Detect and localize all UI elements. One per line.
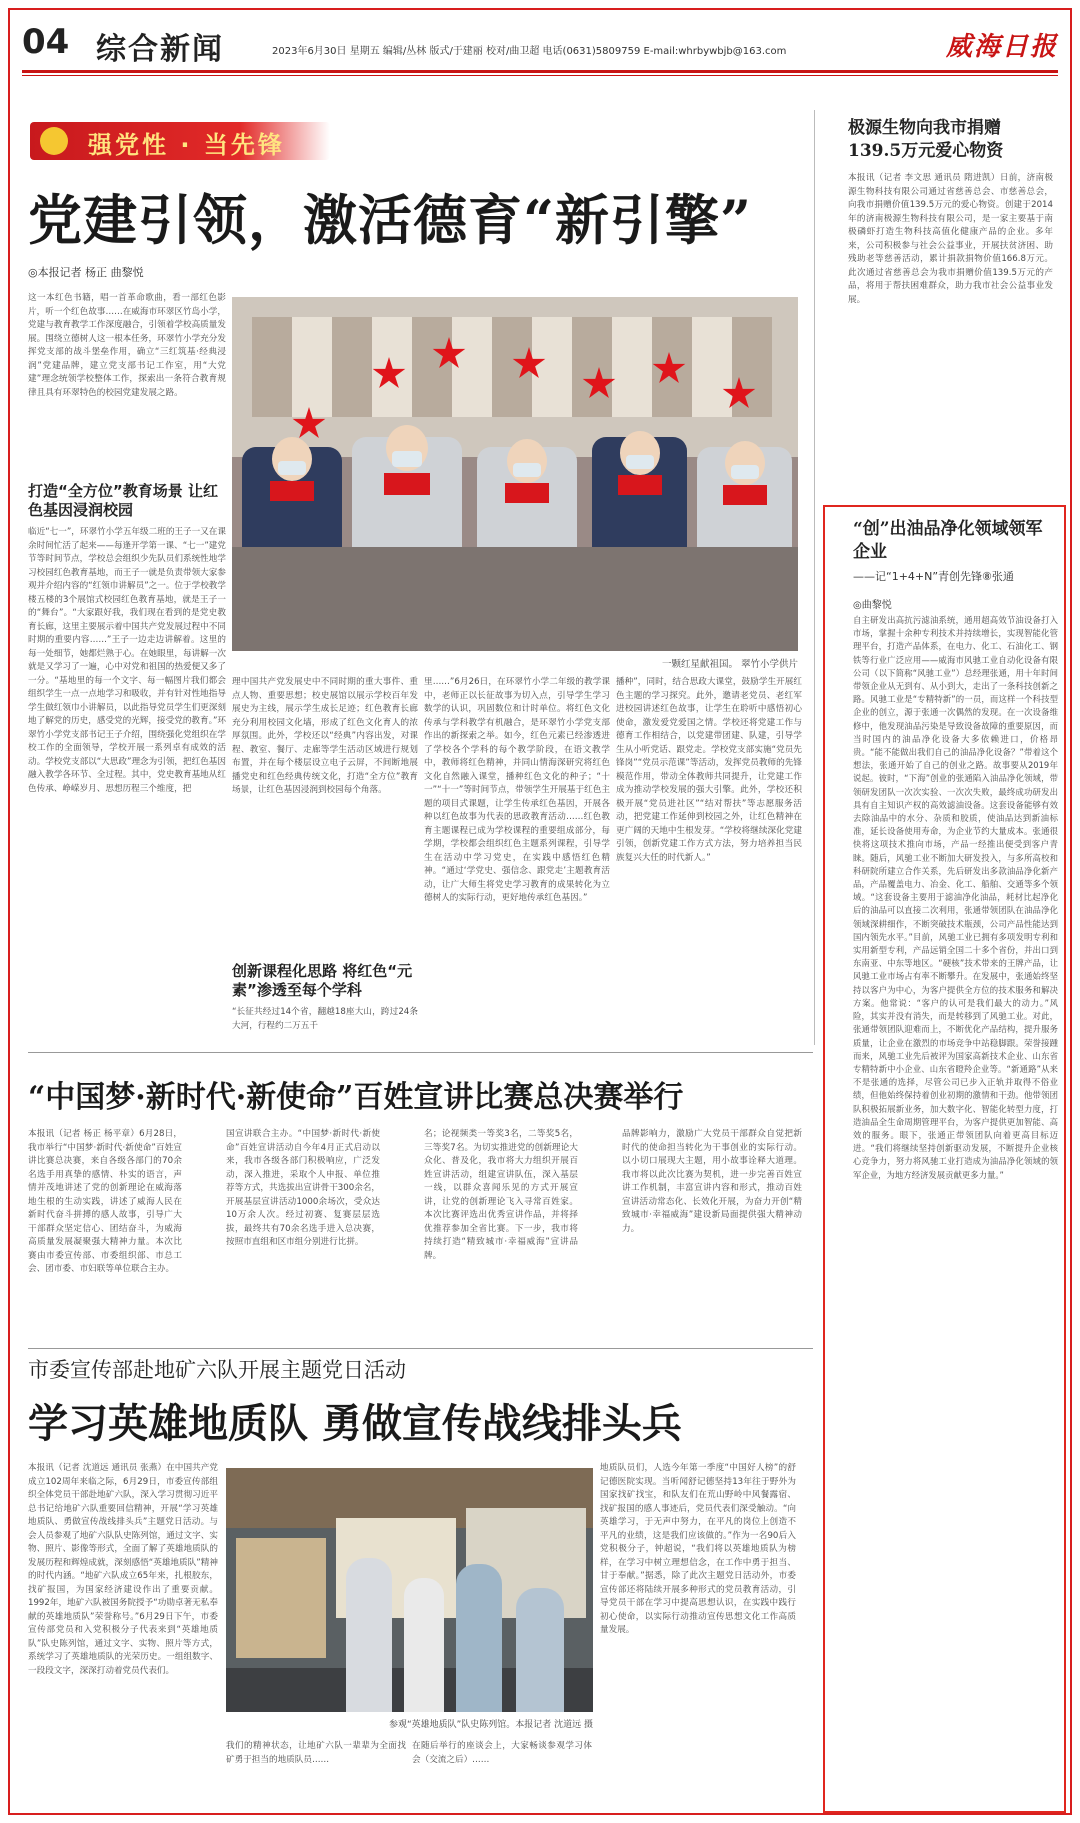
article-c-column-4: 地质队员们，人选今年第一季度“中国好人榜”的舒记德医院实现。当听闻舒记德坚持13年往于野外为国家找矿找宝，和队友们在荒山野岭中风餐露宿、找矿报国的感人事迹后，党员代表们深受触动。“向英雄学习，于无声中努力，在平凡的岗位上创造不平凡的业绩，这是我们应该做的。”作为一名90后入党积极分子，钟超说，“我们将以英雄地质队为榜样，在学习中树立理想信念，在工作中勇于担当、甘于奉献。”据悉，除了此次主题党日活动外，市委宣传部还将陆续开展多种形式的党员教育活动，引导党员干部在学习中提高思想认识，在实践中践行初心使命，以实际行动推动宣传思想文化工作高质量发展。 xyxy=(600,1463,796,1635)
article-a-photo-caption: 一颗红星献祖国。 翠竹小学供片 xyxy=(661,659,798,670)
section-divider-2 xyxy=(28,1348,813,1349)
article-a-column-3: 里……”6月26日，在环翠竹小学二年级的教学课中，老师正以长征故事为切入点，引导学生学习数学的认识，巩固数位和计时单位。将红色文化传承与学科教学有机融合，是环翠竹小学党支部作出的新探索之举。如今，红色元素已经渗透进了学校各个学科的每个教学阶段，在语文教学中，教师将红色精神，并同山情海深研究将红色文化自然融入课堂，播种红色文化的种子；“十一”“十一”等时间节点，带领学生开展基于红色主题的项目式课题，让学生传承红色基因，开展各种以红色故事为代表的思政教育活动……红色教育主题课程已成为学校课程的重要组成部分，每学期，学校都会组织红色主题系列课程，引导学生在活动中学习党史，在实践中感悟红色精神。“通过‘学党史、强信念、跟党走’主题教育活动，让广大师生将党史学习教育的成果转化为立德树人的实际行动，更好地传承红色基因。” xyxy=(424,677,610,903)
article-a-lead: 这一本红色书籍，唱一首革命歌曲，看一部红色影片，听一个红色故事……在威海市环翠区竹岛小学，党建与教育教学工作深度融合，引领着学校高质量发展。围绕立德树人这一根本任务，环翠竹小学充分发挥党支部的战斗堡垒作用，确立“三红筑基·经典浸润”党建品牌，建立党支部书记工作室，用“大党建”理念统领学校整体工作，探索出一条符合教育规律且具有环翠特色的校园党建发展之路。 xyxy=(28,293,226,398)
page-number: 04 xyxy=(22,22,70,62)
article-a-column-1: 临近“七一”，环翠竹小学五年级二班的王子一又在课余时间忙活了起来——每逢开学第一课、“七一”建党节等时间节点，学校总会组织少先队员们系统性地学习校园红色教育基地，而王子一就是负责带领大家参观并介绍内容的“红领巾讲解员”之一。位于学校教学楼五楼的3个展馆式校园红色教育基地，就是王子一的“舞台”。“大家跟好我，我们现在看到的是党史教育长廊，这里主要展示着中国共产党发展过程中不同时期的重要内容……”王子一边走边讲解着。这里的每一处细节，她都烂熟于心。在她眼里，每讲解一次就是又学习了一遍，心中对党和祖国的热爱便又多了一分。“基地里的每一个文字、每一幅图片我们都会组织学生一点一点地学习和吸收，并有针对性地指导学生做红领巾小讲解员，以此指导党员学生们更深刻地了解党的历史，感受党的光辉，接受党的教育。”环翠竹小学党支部书记王子介绍，围绕强化党组织在学校工作的全面领导，学校开展一系列卓有成效的活动。学校党支部以“大思政”理念为引领，把红色基因融入教学各环节、全过程。其中，党史教育基地从红色传承、峥嵘岁月、思想历程三个维度，把 xyxy=(28,527,226,794)
article-c-column-3: 在随后举行的座谈会上，大家畅谈参观学习体会（交流之后）…… xyxy=(412,1741,592,1765)
article-c-kicker: 市委宣传部赴地矿六队开展主题党日活动 xyxy=(28,1358,406,1382)
right-top-headline: 极源生物向我市捐赠 139.5万元爱心物资 xyxy=(848,118,1004,161)
article-a-subhead-1: 打造“全方位”教育场景 让红色基因浸润校园 xyxy=(28,482,218,519)
column-badge xyxy=(30,122,330,160)
party-emblem-icon xyxy=(40,127,68,155)
column-divider xyxy=(814,110,815,1045)
masthead-rule xyxy=(22,70,1058,73)
article-b-headline: “中国梦·新时代·新使命”百姓宣讲比赛总决赛举行 xyxy=(28,1080,684,1115)
article-a-column-2-tail: “长征共经过14个省，翻越18座大山，跨过24条大河，行程约二万五千 xyxy=(232,1007,418,1031)
article-b-column-3: 名；论视频类一等奖3名，二等奖5名，三等奖7名。为切实推进党的创新理论大众化、普及化，我市将大力组织开展百姓宣讲活动，组建宣讲队伍，深入基层一线，以群众喜闻乐见的方式开展宣讲，让党的创新理论飞入寻常百姓家。本次比赛评选出优秀宣讲作品，并将择优推荐参加全省比赛。下一步，我市将持续打造“精致城市·幸福威海”宣讲品牌。 xyxy=(424,1129,578,1261)
article-c-photo-caption: 参观“英雄地质队”队史陈列馆。本报记者 沈道远 摄 xyxy=(388,1720,593,1730)
article-c-headline: 学习英雄地质队 勇做宣传战线排头兵 xyxy=(28,1400,682,1447)
article-c-photo xyxy=(226,1468,593,1712)
feature-headline: “创”出油品净化领域领军企业 xyxy=(853,519,1043,562)
article-b-column-4: 品牌影响力，激励广大党员干部群众自觉把新时代的使命担当转化为干事创业的实际行动。以小切口展现大主题，用小故事诠释大道理。我市将以此次比赛为契机，进一步完善百姓宣讲工作机制，丰富宣讲内容和形式，推动百姓宣讲活动常态化、长效化开展，为奋力开创“精致城市·幸福威海”建设新局面提供强大精神动力。 xyxy=(622,1129,802,1234)
badge-label: 强党性 · 当先锋 xyxy=(88,131,285,159)
section-title: 综合新闻 xyxy=(96,32,224,67)
right-top-body: 本报讯（记者 李文思 通讯员 隋进凯）日前，济南极源生物科技有限公司通过省慈善总会、市慈善总会，向我市捐赠价值139.5万元的爱心物资。创建于2014年的济南极源生物科技有限公司，是一家主要基于南极磷虾打造生物科技高值化健康产品的企业。多年来，公司积极参与社会公益事业，开展扶贫济困、助残助老等慈善活动，累计捐款捐物价值166.8万元。此次通过省慈善总会为我市捐赠价值139.5万元的产品，将用于帮扶困难群众，助力我市社会公益事业发展。 xyxy=(848,173,1053,305)
feature-body: 自主研发出高抗污滤油系统，通用超高效节油设备打入市场，掌握十余种专利技术并持续增长，实现智能化管理平台，打造产品体系，在电力、化工、石油化工、钢铁等行业广泛应用——威海市风驰工业自动化设备有限公司（以下简称“风驰工业”）总经理张通，用十年时间带领企业从无到有、从小到大，走出了一条科技创新之路。风驰工业是“专精特新”的一员，而这样一个科技型企业的创立，源于张通一次偶然的发现。在一次设备维修中，他发现油品污染是导致设备故障的重要原因，而当时国内的油品净化设备大多依赖进口，价格昂贵。“能不能做出我们自己的油品净化设备？”带着这个想法，张通开始了自己的创业之路。故事要从2019年说起。彼时，“下海”创业的张通陷入油品净化领域，带领研发团队一次次实验、一次次失败，最终成功研发出具有自主知识产权的高效滤油设备。这套设备能够有效去除油品中的水分、杂质和胶质，使油品达到新油标准，延长设备使用寿命，为企业节约大量成本。张通很快将这项技术推向市场，产品一经推出便受到客户青睐。随后，风驰工业不断加大研发投入，与多所高校和科研院所建立合作关系，先后研发出多款油品净化新产品，产品覆盖电力、冶金、化工、船舶、交通等多个领域。“这套设备主要用于滤油净化油品，耗材比起净化后的油品可以直接二次利用，张通带领团队在油品净化领域深耕细作，不断突破技术瓶颈，公司产品性能达到国内领先水平。”目前，风驰工业已拥有多项发明专利和实用新型专利，产品远销全国二十多个省份，并出口到东南亚、中东等地区。“硬核”技术带来的王牌产品，让风驰工业市场占有率不断攀升。在发展中，张通始终坚持以客户为中心，为客户提供全方位的技术服务和解决方案。他常说：“客户的认可是我们最大的动力。”风险，其实并没有消失，而是转移到了风驰工业。对此，张通带领团队迎难而上，不断优化产品结构，提升服务质量，让企业在激烈的市场竞争中站稳脚跟。荣誉接踵而来，风驰工业先后被评为国家高新技术企业、山东省专精特新中小企业、山东省瞪羚企业等。“新通路”从来不是张通的选择，尽管公司已步入正轨并取得不俗业绩，但他始终保持着创业初期的激情和干劲。他带领团队积极拓展新业务，加大数字化、智能化转型力度，打造油品全生命周期管理平台，为客户提供更加智能、高效的服务。眼下，张通正带领团队向着更高目标迈进。“我们将继续坚持创新驱动发展，不断提升企业核心竞争力，努力将风驰工业打造成为油品净化领域的领军企业，为地方经济发展贡献更多力量。” xyxy=(853,615,1058,1180)
article-b-column-2: 国宣讲联合主办。“中国梦·新时代·新使命”百姓宣讲活动自今年4月正式启动以来，我市各级各部门积极响应，广泛发动，深入推进，采取个人申报、单位推荐等方式，共选拔出宣讲骨干300余名，开展基层宣讲活动1000余场次，受众达10万余人次。经过初赛、复赛层层选拔，最终共有70余名选手进入总决赛，按照市直组和区市组分别进行比拼。 xyxy=(226,1129,380,1247)
feature-subhead: ——记“1+4+N”青创先锋⑧张通 xyxy=(853,570,1014,583)
article-b-column-1: 本报讯（记者 杨正 杨平章）6月28日，我市举行“中国梦·新时代·新使命”百姓宣讲比赛总决赛，来自各级各部门的70余名选手用真挚的感情、朴实的语言，声情并茂地讲述了党的创新理论在威海落地生根的生动实践，讲述了威海人民在新时代奋斗拼搏的感人故事，引导广大干部群众坚定信心、团结奋斗，为威海高质量发展凝聚强大精神力量。本次比赛由市委宣传部、市委组织部、市总工会、团市委、市妇联等单位联合主办。 xyxy=(28,1129,182,1274)
feature-byline: ◎曲黎悦 xyxy=(853,600,892,611)
article-c-column-1: 本报讯（记者 沈道远 通讯员 张燕）在中国共产党成立102周年来临之际，6月29日，市委宣传部组织全体党员干部赴地矿六队，深入学习贯彻习近平总书记给地矿六队重要回信精神，开展“学习英雄地质队、勇做宣传战线排头兵”主题党日活动。与会人员参观了地矿六队队史陈列馆，通过文字、实物、照片、影像等形式，全面了解了英雄地质队的发展历程和辉煌成就，深刻感悟“英雄地质队”精神的时代内涵。“地矿六队成立65年来，扎根胶东，找矿报国，为国家经济建设作出了重要贡献。1992年，地矿六队被国务院授予“功勋卓著无私奉献的英雄地质队”荣誉称号。”6月29日下午，市委宣传部党员和入党积极分子代表来到“英雄地质队”队史陈列馆，通过文字、实物、照片等方式，系统学习了英雄地质队的光荣历史。一组组数字、一段段文字，深深打动着党员代表们。 xyxy=(28,1463,218,1676)
masthead-rule-thin xyxy=(22,75,1058,76)
article-a-byline: ◎本报记者 杨正 曲黎悦 xyxy=(28,266,144,279)
edition-meta: 2023年6月30日 星期五 编辑/丛林 版式/于建丽 校对/曲卫超 电话(0631)5809759 E-mail:whrbywbjb@163.com xyxy=(272,46,787,57)
article-a-column-2: 理中国共产党发展史中不同时期的重大事件、重点人物、重要思想；校史展馆以展示学校百年发展史为主线，展示学生成长足迹；红色教育长廊充分利用校园文化墙，形成了红色文化育人的浓厚氛围。此外，学校还以“经典”内容出发，对课程、教室、餐厅、走廊等学生活动区域进行规划布置，并在每个楼层设立电子云屏，不间断地展播党史和红色经典传统文化，打造“全方位”教育场景，让红色基因浸润到校园每个角落。 xyxy=(232,677,418,795)
masthead xyxy=(22,20,1058,67)
newspaper-logo: 威海日报 xyxy=(945,32,1058,62)
article-a-subhead-2: 创新课程化思路 将红色“元素”渗透至每个学科 xyxy=(232,962,413,999)
article-a-headline: 党建引领，激活德育“新引擎” xyxy=(28,188,753,252)
article-a-column-4: 播种”，同时，结合思政大课堂，鼓励学生开展红色主题的学习探究。此外，邀请老党员、老红军进校园讲述红色故事，让学生在聆听中感悟初心使命，激发爱党爱国之情。学校还将党建工作与德育工作相结合，以党建带团建、队建，引导学生从小听党话、跟党走。学校党支部实施“党员先锋岗”“党员示范课”等活动，发挥党员教师的先锋模范作用，带动全体教师共同提升，让党建工作成为推动学校发展的强大引擎。此外，学校还积极开展“党员进社区”“结对帮扶”等志愿服务活动，把党建工作延伸到校园之外，让红色精神在更广阔的天地中生根发芽。“学校将继续深化党建引领，创新党建工作方式方法，努力培养担当民族复兴大任的时代新人。” xyxy=(616,677,802,863)
article-a-photo xyxy=(232,297,798,651)
article-c-column-2: 我们的精神状态，让地矿六队一辈辈为全面找矿勇于担当的地质队员…… xyxy=(226,1741,406,1765)
section-divider xyxy=(28,1052,813,1053)
